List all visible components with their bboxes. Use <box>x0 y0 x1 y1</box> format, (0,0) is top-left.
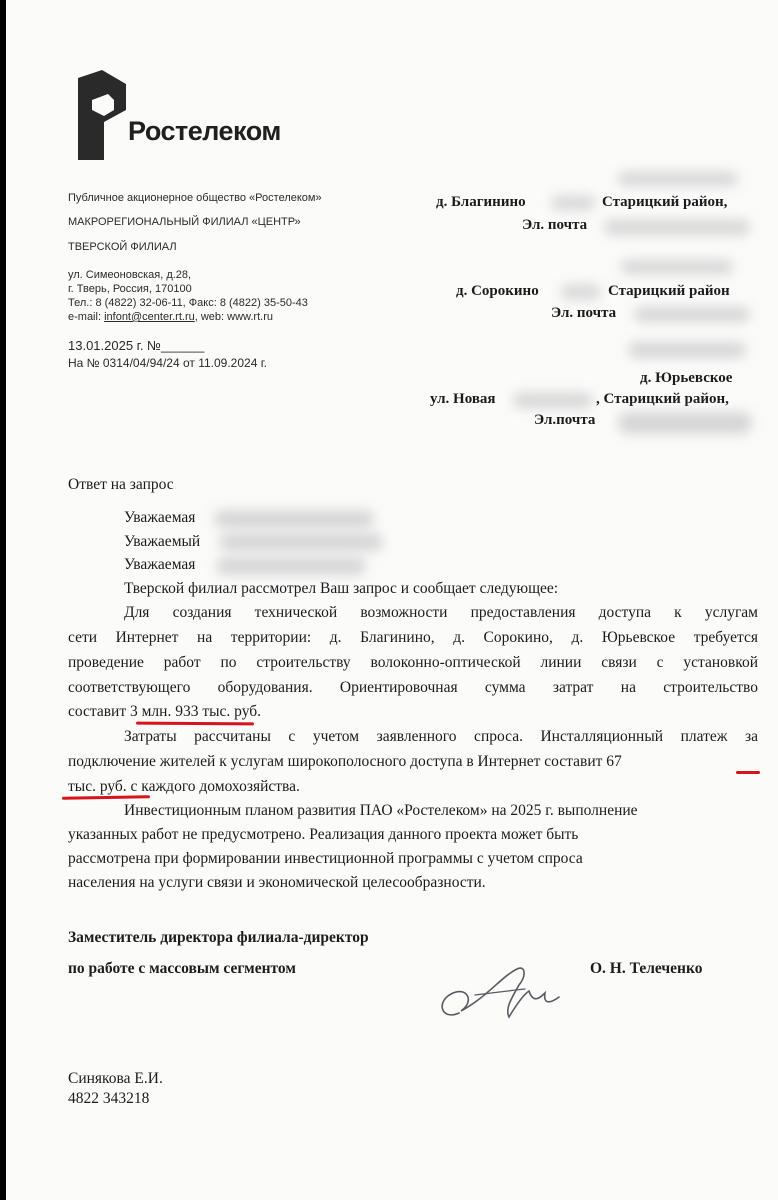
para3-line2: указанных работ не предусмотрено. Реализация данного проекта может быть <box>68 826 579 843</box>
recipient-3-district: , Старицкий район, <box>596 391 729 407</box>
intro-line: Тверской филиал рассмотрел Ваш запрос и сообщает следующее: <box>124 580 559 597</box>
greeting-1: Уважаемая <box>124 509 196 526</box>
red-underline <box>736 771 760 774</box>
address-city: г. Тверь, Россия, 170100 <box>68 283 192 295</box>
para1-line5: составит 3 млн. 933 тыс. руб. <box>68 703 262 720</box>
red-underline <box>136 722 254 726</box>
recipient-2-village: д. Сорокино <box>456 283 539 299</box>
reference-number: На № 0314/04/94/24 от 11.09.2024 г. <box>68 356 267 370</box>
brand-name: Ростелеком <box>128 116 281 146</box>
redaction <box>513 393 593 408</box>
redaction <box>561 285 601 299</box>
recipient-3-email-label: Эл.почта <box>534 412 596 428</box>
redaction <box>618 412 752 434</box>
para1-line4: соответствующего оборудования. Ориентировочная сумма затрат на строительство <box>68 679 758 696</box>
email-web: e-mail: infont@center.rt.ru, web: www.rt.ru <box>68 311 273 323</box>
recipient-1-email-label: Эл. почта <box>522 217 588 233</box>
recipient-1-district: Старицкий район, <box>602 194 728 210</box>
redaction <box>618 172 738 186</box>
redaction <box>621 260 733 274</box>
handwritten-signature-icon <box>431 955 571 1035</box>
red-underline <box>62 795 150 800</box>
branch-macro: МАКРОРЕГИОНАЛЬНЫЙ ФИЛИАЛ «ЦЕНТР» <box>68 216 301 228</box>
para1-line3: проведение работ по строительству волоконно-оптической линии связи с установкой <box>68 654 758 671</box>
email-link[interactable]: infont@center.rt.ru <box>104 311 195 323</box>
recipient-2-email-label: Эл. почта <box>551 305 617 321</box>
para3-line1: Инвестиционным планом развития ПАО «Ростелеком» на 2025 г. выполнение <box>124 802 638 819</box>
para2-line3: тыс. руб. с каждого домохозяйства. <box>68 778 300 795</box>
recipient-1-village: д. Благинино <box>436 194 526 210</box>
redaction <box>628 342 746 358</box>
rostelecom-logo-icon <box>78 70 128 160</box>
redaction <box>214 510 374 528</box>
para1-line2: сети Интернет на территории: д. Благинино, д. Сорокино, д. Юрьевское требуется <box>68 629 758 646</box>
recipient-2-district: Старицкий район <box>608 283 730 299</box>
para3-line3: рассмотрена при формировании инвестиционной программы с учетом спроса <box>68 850 583 867</box>
greeting-3: Уважаемая <box>124 556 196 573</box>
para2-line1: Затраты рассчитаны с учетом заявленного спроса. Инсталляционный платеж за <box>124 728 758 745</box>
fee-amount-part2: тыс. руб. <box>68 778 127 795</box>
recipient-3-village: д. Юрьевское <box>640 370 733 386</box>
address-street: ул. Симеоновская, д.28, <box>68 269 192 281</box>
letter-page <box>6 0 778 1200</box>
redaction <box>634 307 750 322</box>
redaction <box>604 220 750 235</box>
signer-name: О. Н. Телеченко <box>590 960 703 977</box>
greeting-2: Уважаемый <box>124 533 201 550</box>
para2-line2: подключение жителей к услугам широкополосного доступа в Интернет составит 67 <box>68 753 622 770</box>
signer-title-1: Заместитель директора филиала-директор <box>68 929 369 946</box>
phone-fax: Тел.: 8 (4822) 32-06-11, Факс: 8 (4822) 35-50-43 <box>68 297 308 309</box>
fee-amount-part1: 67 <box>606 753 622 770</box>
cost-amount: 3 млн. 933 тыс. руб. <box>130 703 262 720</box>
subject-line: Ответ на запрос <box>68 476 174 493</box>
letter-date: 13.01.2025 г. №______ <box>68 338 205 353</box>
executor-phone: 4822 343218 <box>68 1090 150 1107</box>
redaction <box>219 533 383 551</box>
redaction <box>216 557 366 575</box>
recipient-3-street: ул. Новая <box>430 391 496 407</box>
para1-line1: Для создания технической возможности предоставления доступа к услугам <box>124 604 758 621</box>
redaction <box>551 196 595 210</box>
para3-line4: населения на услуги связи и экономической целесообразности. <box>68 874 486 891</box>
branch-tver: ТВЕРСКОЙ ФИЛИАЛ <box>68 241 177 253</box>
company-name: Публичное акционерное общество «Ростелеком» <box>68 192 322 204</box>
signer-title-2: по работе с массовым сегментом <box>68 960 296 977</box>
executor-name: Синякова Е.И. <box>68 1070 163 1087</box>
